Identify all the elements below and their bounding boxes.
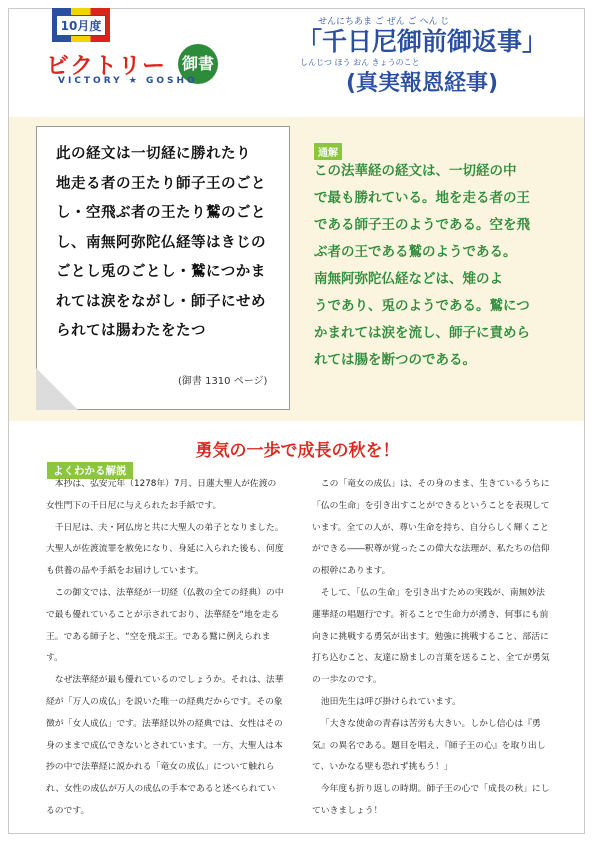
month-label: 10月度	[56, 15, 107, 36]
paragraph: 千日尼は、夫・阿仏房と共に大聖人の弟子となりました。大聖人が佐渡流罪を赦免になり、身延に入られた後も、何度も供養の品や手紙をお届けしています。	[46, 522, 284, 577]
paragraph: この「竜女の成仏」は、その身のまま、生きているうちに「仏の生命」を引き出すことができるということを表現しています。全ての人が、尊い生命を持ち、自分らしく輝くことができる――釈尊が覚ったこの偉大な法理が、私たちの信仰の根幹にあります。	[312, 479, 550, 577]
translation-tag: 通解	[314, 143, 342, 160]
page-title: 「千日尼御前御返事」	[296, 27, 547, 56]
paragraph: 今年度も折り返しの時期。師子王の心で「成長の秋」にしていきましょう！	[312, 784, 550, 816]
gosho-passage: 此の経文は一切経に勝れたり 地走る者の王たり師子王のごと し・空飛ぶ者の王たり鷲のごと し、南無阿弥陀仏経等はきじの ごとし兎のごとし・鷲につかま れては涙をながし・師子にせめ られては腸わたをたつ	[56, 146, 266, 339]
paragraph: なぜ法華経が最も優れているのでしょうか。それは、法華経が「万人の成仏」を説いた唯一の経典だからです。その象徴が「女人成仏」です。法華経以外の経典では、女性はその身のままで成仏できないとされています。一方、大聖人は本抄の中で法華経に説かれる「竜女の成仏」について触れられ、女性の成仏が万人の成仏の手本であると述べられているのです。	[46, 675, 284, 816]
page-subtitle: (真実報恩経事)	[345, 71, 499, 96]
victory-logo-text: ビクトリー	[46, 53, 166, 79]
gosho-logo-badge: 御書	[178, 44, 218, 84]
month-badge	[52, 8, 110, 42]
explanation-column-left	[46, 474, 284, 823]
paragraph: 「大きな使命の青春は苦労も大きい。しかし信心は『勇気』の異名である。題目を唱え、『師子王の心』を取り出して、いかなる壁も恐れず挑もう！」	[312, 718, 546, 773]
title-ruby: せんにちあま ご ぜん ご へん じ	[318, 17, 450, 27]
section-title: 勇気の一歩で成長の秋を！	[195, 441, 400, 461]
gosho-page-reference: (御書 1310 ページ)	[178, 376, 268, 387]
subtitle-ruby: しんじつ ほう おん きょうのこと	[300, 58, 420, 67]
paragraph: 本抄は、弘安元年（1278年）7月、日蓮大聖人が佐渡の女性門下の千日尼に与えられたお手紙です。	[46, 479, 277, 511]
translation-text: この法華経の経文は、一切経の中 で最も勝れている。地を走る者の王 である師子王のようである。空を飛 ぶ者の王である鷲のようである。 南無阿弥陀仏経などは、雉のよ うであり、兎のようである。鷲につ かまれては涙を流し、師子に責めら れては腸を断つのである。	[314, 163, 530, 368]
paragraph: そして、「仏の生命」を引き出すための実践が、南無妙法蓮華経の唱題行です。祈ることで生命力が湧き、何事にも前向きに挑戦する勇気が出ます。勉強に挑戦すること、部活に打ち込むこと、友達に励ましの言葉を送ること、全てが勇気の一歩なのです。	[312, 587, 550, 686]
logo-subtitle: VICTORY ★ GOSHO	[58, 76, 198, 86]
explanation-tag: よくわかる解説	[47, 462, 133, 479]
paragraph: 池田先生は呼び掛けられています。	[320, 696, 461, 707]
explanation-column-right	[312, 474, 550, 823]
paragraph: この御文では、法華経が一切経（仏教の全ての経典）の中で最も優れていることが示されており、法華経を“地を走る王。である師子と、“空を飛ぶ王。である鷲に例えられます。	[46, 587, 284, 664]
